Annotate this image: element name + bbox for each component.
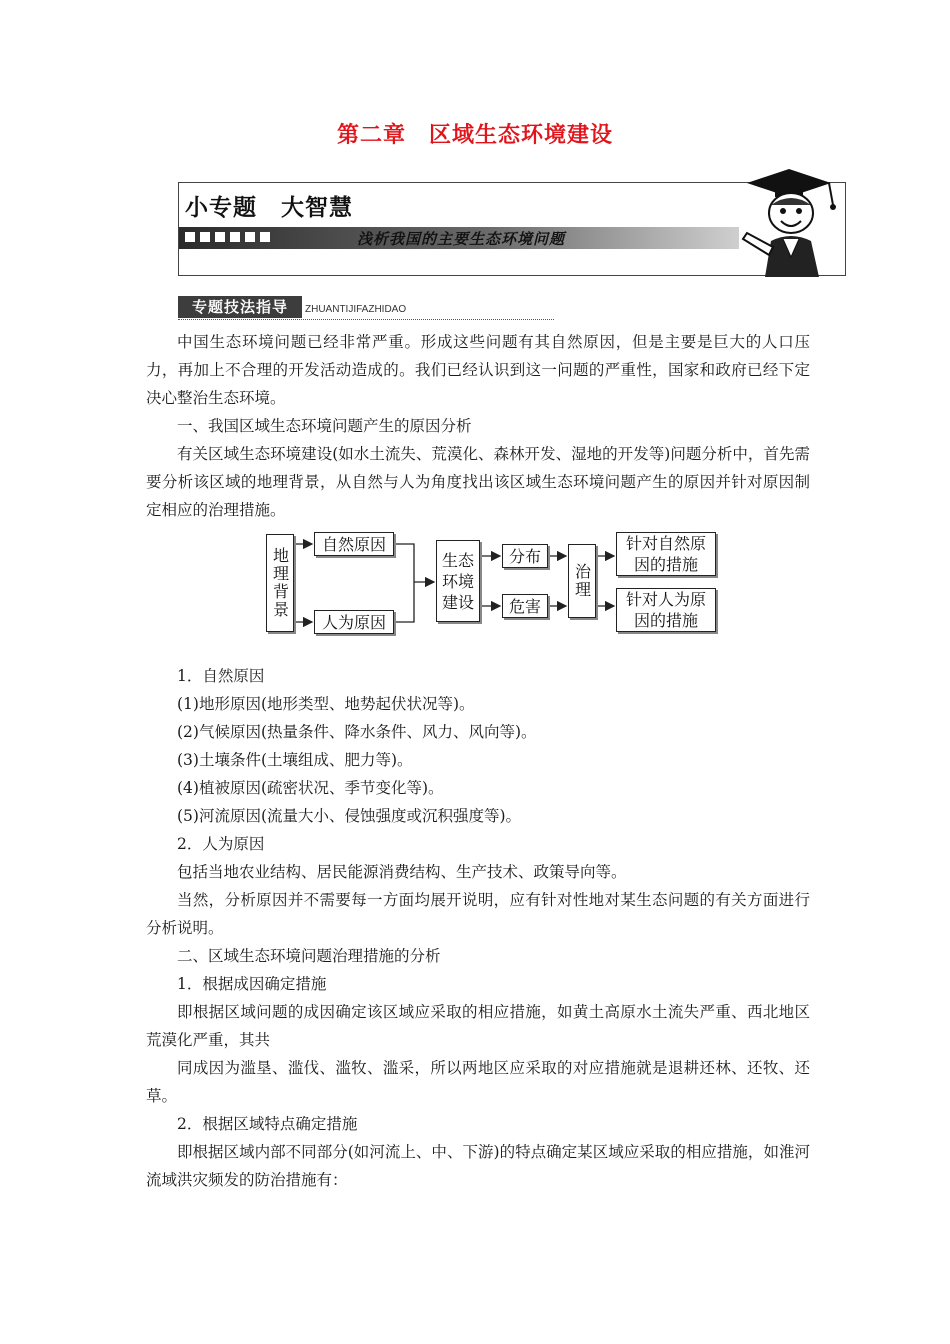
- scholar-mascot-icon: [739, 161, 839, 277]
- natural-cause-item: (4)植被原因(疏密状况、季节变化等)。: [177, 779, 444, 797]
- banner-dots: [185, 232, 270, 242]
- natural-cause-item: (3)土壤条件(土壤组成、肥力等)。: [177, 751, 413, 769]
- natural-cause-item: (2)气候原因(热量条件、降水条件、风力、风向等)。: [177, 723, 537, 741]
- part2-sub1-heading: 1．根据成因确定措施: [177, 975, 327, 993]
- natural-causes-heading: 1．自然原因: [177, 667, 265, 685]
- banner-subtitle: 浅析我国的主要生态环境问题: [357, 230, 566, 248]
- section-tag-label: 专题技法指导: [178, 296, 302, 318]
- topic-banner: [178, 182, 846, 276]
- human-causes-text: 包括当地农业结构、居民能源消费结构、生产技术、政策导向等。: [177, 863, 627, 881]
- banner-heading: 小专题 大智慧: [185, 195, 353, 221]
- cause-flowchart: [262, 530, 722, 636]
- governance-box: 治理: [568, 544, 596, 618]
- part1-heading: 一、我国区域生态环境问题产生的原因分析: [177, 417, 472, 435]
- human-cause-box: 人为原因: [314, 610, 394, 634]
- human-measure-box: 针对人为原因的措施: [616, 588, 716, 632]
- intro-paragraph: 中国生态环境问题已经非常严重。形成这些问题有其自然原因，但是主要是巨大的人口压力，再加上不合理的开发活动造成的。我们已经认识到这一问题的严重性，国家和政府已经下定决心整治生态环境。: [146, 333, 810, 407]
- human-causes-heading: 2．人为原因: [177, 835, 265, 853]
- distribution-box: 分布: [502, 544, 548, 568]
- part2-sub1-text-b: 同成因为滥垦、滥伐、滥牧、滥采，所以两地区应采取的对应措施就是退耕还林、还牧、还草。: [146, 1059, 810, 1105]
- note-paragraph: 当然，分析原因并不需要每一方面均展开说明，应有针对性地对某生态问题的有关方面进行分析说明。: [146, 891, 810, 937]
- section-tag-pinyin: ZHUANTIJIFAZHIDAO: [305, 304, 407, 315]
- natural-measure-box: 针对自然原因的措施: [616, 532, 716, 576]
- part2-sub1-text-a: 即根据区域问题的成因确定该区域应采取的相应措施，如黄土高原水土流失严重、西北地区荒漠化严重，其共: [146, 1003, 810, 1049]
- geo-background-box: 地理背景: [266, 534, 294, 632]
- part2-sub2-heading: 2．根据区域特点确定措施: [177, 1115, 358, 1133]
- natural-cause-box: 自然原因: [314, 532, 394, 556]
- natural-cause-item: (5)河流原因(流量大小、侵蚀强度或沉积强度等)。: [177, 807, 522, 825]
- section-divider: [178, 319, 554, 320]
- harm-box: 危害: [502, 594, 548, 618]
- chapter-title: 第二章 区域生态环境建设: [336, 123, 613, 148]
- natural-cause-item: (1)地形原因(地形类型、地势起伏状况等)。: [177, 695, 475, 713]
- eco-construction-box: 生态环境建设: [436, 540, 480, 622]
- part1-paragraph: 有关区域生态环境建设(如水土流失、荒漠化、森林开发、湿地的开发等)问题分析中，首先需要分析该区域的地理背景，从自然与人为角度找出该区域生态环境问题产生的原因并针对原因制定相应的治理措施。: [146, 445, 810, 519]
- part2-heading: 二、区域生态环境问题治理措施的分析: [177, 947, 441, 965]
- part2-sub2-text: 即根据区域内部不同部分(如河流上、中、下游)的特点确定某区域应采取的相应措施，如淮河流域洪灾频发的防治措施有：: [146, 1143, 810, 1189]
